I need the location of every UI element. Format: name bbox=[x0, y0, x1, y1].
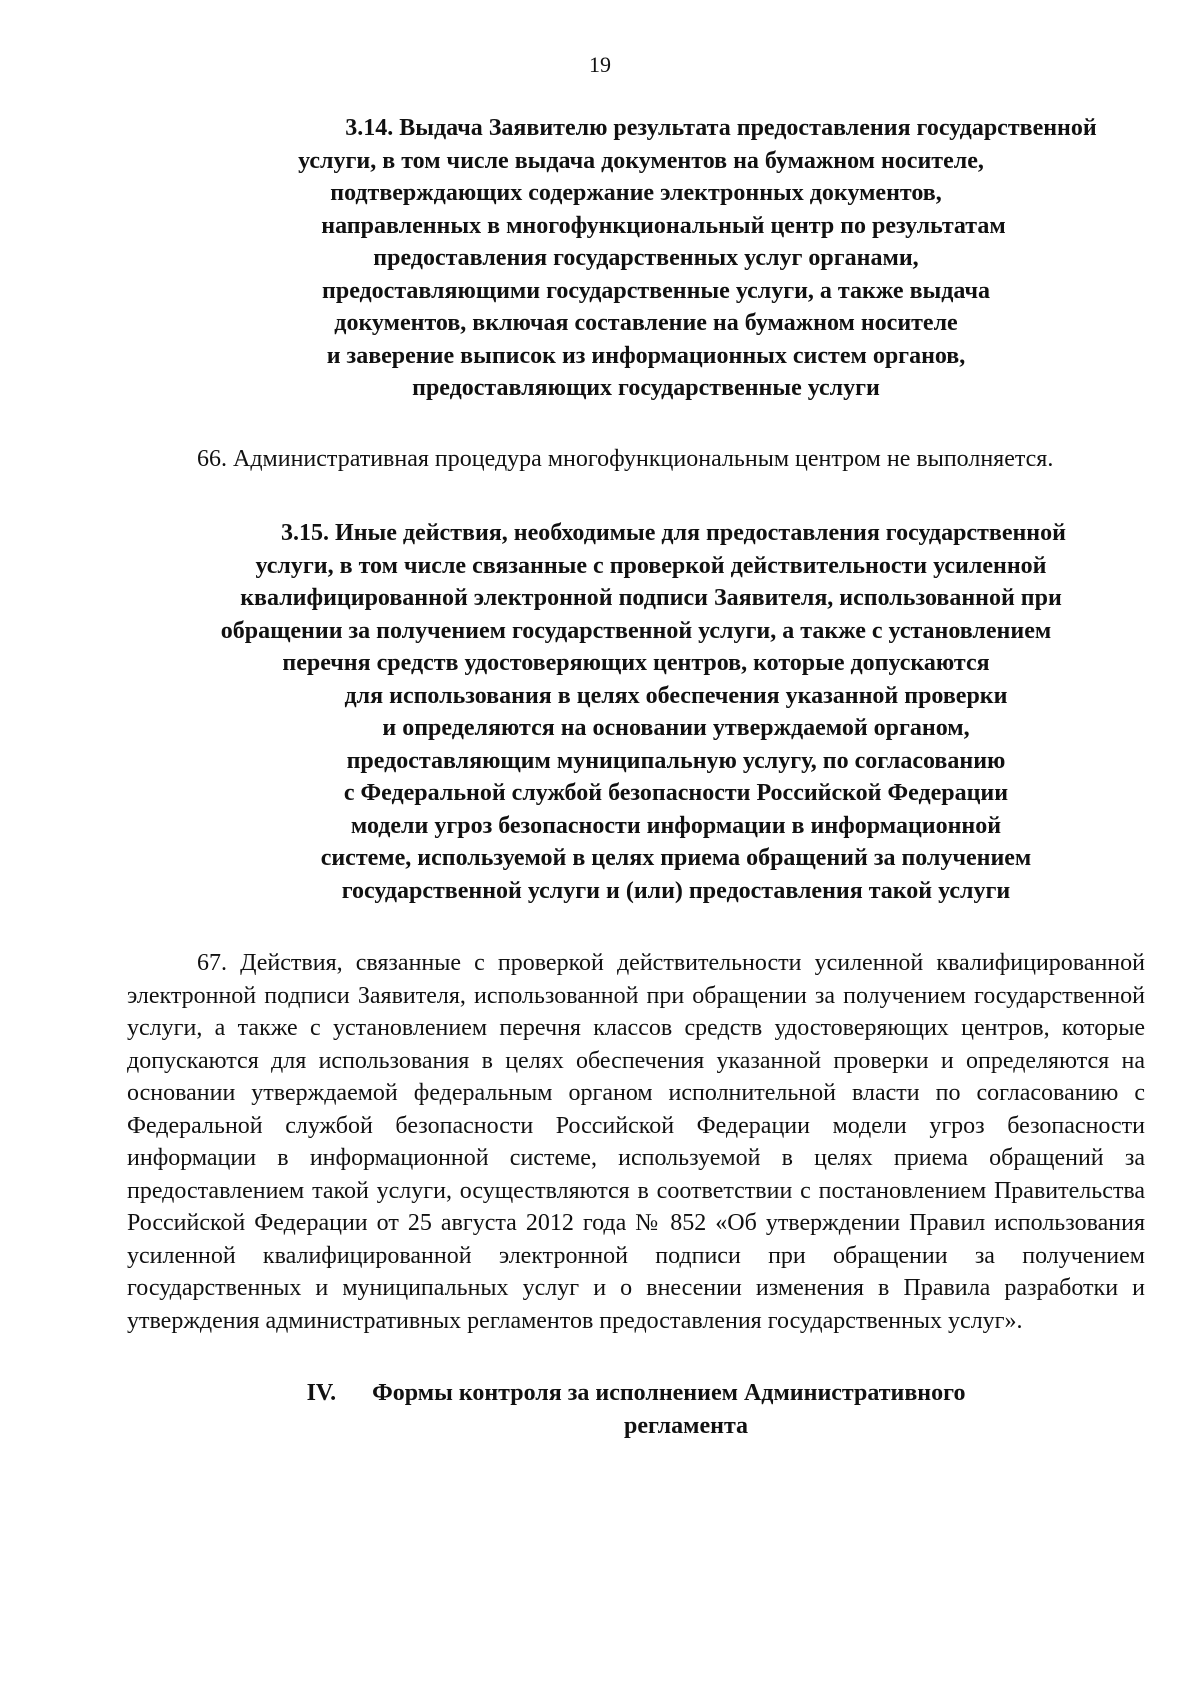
heading-line: и определяются на основании утверждаемой органом, bbox=[382, 715, 970, 741]
heading-line: предоставляющих государственные услуги bbox=[412, 375, 880, 401]
heading-line: системе, используемой в целях приема обращений за получением bbox=[320, 845, 1032, 871]
heading-line: модели угроз безопасности информации в информационной bbox=[350, 812, 1002, 839]
heading-line: квалифицированной электронной подписи Заявителя, использованной при bbox=[240, 585, 1062, 611]
heading-line: документов, включая составление на бумажном носителе bbox=[334, 310, 958, 336]
paragraph-67: 67. Действия, связанные с проверкой действительности усиленной квалифицированной электронной подписи Заявителя, использованной при обращении за получением государственной услуги, а также с установлением перечня классов средств удостоверяющих центров, которые допускаются для использования в целях обеспечения указанной проверки и определяются на основании утверждаемой федеральным органом исполнительной власти по согласованию с Федеральной службой безопасности Российской Федерации модели угроз безопасности информации в информационной системе, используемой в целях приема обращений за предоставлением такой услуги, осуществляются в соответствии с постановлением Правительства Российской Федерации от 25 августа 2012 года № 852 «Об утверждении Правил использования усиленной квалифицированной электронной подписи при обращении за получением государственных и муниципальных услуг и о внесении изменения в Правила разработки и утверждения административных регламентов предоставления государственных услуг». bbox=[127, 950, 1145, 1334]
heading-line: перечня средств удостоверяющих центров, которые допускаются bbox=[282, 650, 990, 676]
heading-line: предоставления государственных услуг органами, bbox=[373, 245, 919, 271]
heading-line: для использования в целях обеспечения указанной проверки bbox=[344, 682, 1008, 709]
section-heading-iv bbox=[127, 1377, 1145, 1442]
heading-title: Формы контроля за исполнением Административного bbox=[372, 1380, 966, 1406]
heading-line bbox=[127, 1377, 1145, 1410]
heading-line: услуги, в том числе выдача документов на бумажном носителе, bbox=[298, 147, 984, 174]
heading-line: регламента bbox=[623, 1412, 749, 1439]
heading-line: подтверждающих содержание электронных документов, bbox=[330, 180, 942, 206]
heading-line: и заверение выписок из информационных систем органов, bbox=[326, 342, 966, 369]
paragraph-66: 66. Административная процедура многофункциональным центром не выполняется. bbox=[197, 445, 1054, 472]
heading-line: с Федеральной службой безопасности Российской Федерации bbox=[343, 780, 1009, 806]
heading-line: 3.15. Иные действия, необходимые для предоставления государственной bbox=[281, 520, 1066, 546]
heading-line: услуги, в том числе связанные с проверкой действительности усиленной bbox=[255, 552, 1047, 579]
heading-line: предоставляющим муниципальную услугу, по согласованию bbox=[346, 747, 1006, 774]
heading-line: 3.14. Выдача Заявителю результата предоставления государственной bbox=[345, 115, 1097, 141]
page-number: 19 bbox=[589, 52, 611, 77]
page-content bbox=[127, 112, 1145, 1442]
heading-line: государственной услуги и (или) предоставления такой услуги bbox=[341, 877, 1011, 904]
heading-line: направленных в многофункциональный центр по результатам bbox=[321, 212, 1006, 239]
section-heading-3-14 bbox=[127, 112, 1145, 405]
heading-line: обращении за получением государственной услуги, а также с установлением bbox=[220, 617, 1052, 644]
section-numeral: IV. bbox=[306, 1380, 337, 1406]
section-heading-3-15 bbox=[127, 517, 1145, 907]
heading-line: предоставляющими государственные услуги, а также выдача bbox=[322, 277, 990, 304]
